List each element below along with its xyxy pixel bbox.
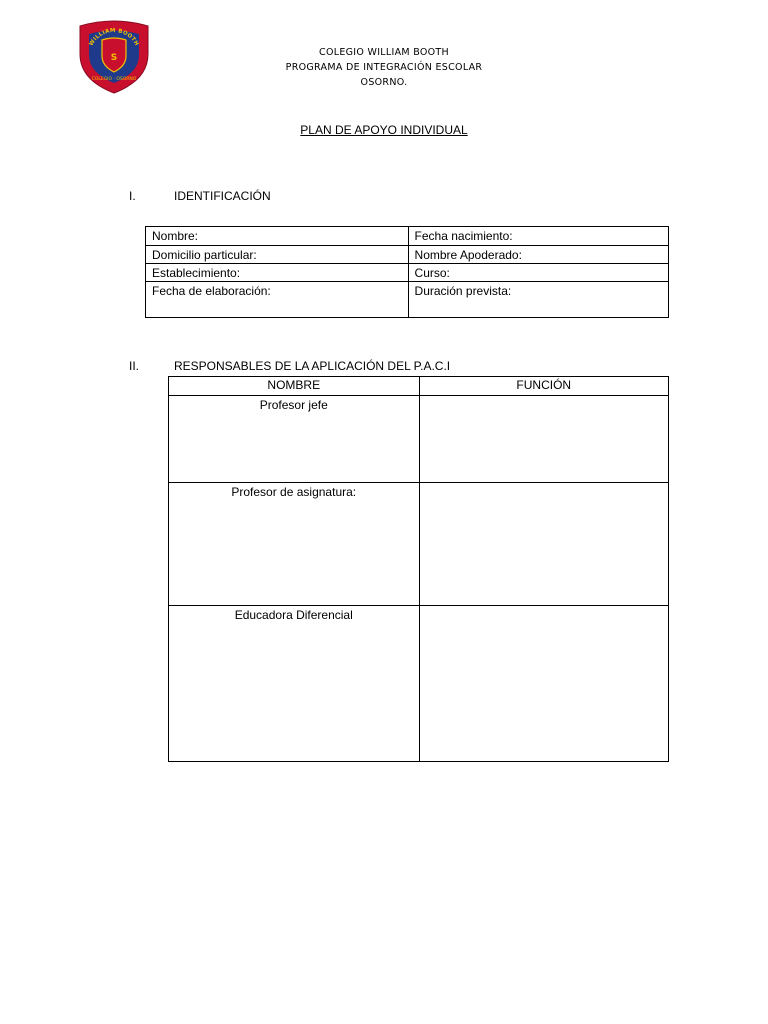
field-label-establecimiento: Establecimiento:	[146, 264, 409, 282]
table-row	[146, 227, 669, 246]
role-profesor-jefe: Profesor jefe	[169, 396, 420, 483]
field-label-duracion: Duración prevista:	[408, 282, 668, 318]
field-label-nombre: Nombre:	[146, 227, 409, 246]
field-label-domicilio: Domicilio particular:	[146, 246, 409, 264]
funcion-cell	[419, 483, 669, 606]
svg-text:S: S	[110, 53, 118, 63]
header-school-name: COLEGIO WILLIAM BOOTH	[319, 47, 449, 58]
column-header-funcion: FUNCIÓN	[419, 377, 669, 396]
document-title: PLAN DE APOYO INDIVIDUAL	[300, 123, 468, 137]
table-header-row	[169, 377, 669, 396]
column-header-nombre: NOMBRE	[169, 377, 420, 396]
section-1-heading: IDENTIFICACIÓN	[174, 189, 271, 203]
responsables-table	[168, 376, 669, 762]
role-educadora-diferencial: Educadora Diferencial	[169, 606, 420, 762]
svg-text:COLEGIO · OSORNO: COLEGIO · OSORNO	[91, 77, 137, 82]
identification-table	[145, 226, 669, 318]
field-label-fecha-nacimiento: Fecha nacimiento:	[408, 227, 668, 246]
funcion-cell	[419, 606, 669, 762]
section-1-number: I.	[129, 189, 136, 203]
table-row	[146, 282, 669, 318]
header-city: OSORNO.	[360, 77, 408, 88]
table-row	[169, 606, 669, 762]
field-label-apoderado: Nombre Apoderado:	[408, 246, 668, 264]
field-label-curso: Curso:	[408, 264, 668, 282]
field-label-fecha-elaboracion: Fecha de elaboración:	[146, 282, 409, 318]
header-program: PROGRAMA DE INTEGRACIÓN ESCOLAR	[285, 62, 483, 73]
svg-text:WILLIAM BOOTH: WILLIAM BOOTH	[88, 27, 140, 48]
funcion-cell	[419, 396, 669, 483]
table-row	[146, 264, 669, 282]
table-row	[169, 483, 669, 606]
table-row	[169, 396, 669, 483]
role-profesor-asignatura: Profesor de asignatura:	[169, 483, 420, 606]
section-2-heading: RESPONSABLES DE LA APLICACIÓN DEL P.A.C.I	[174, 359, 451, 373]
section-2-number: II.	[129, 359, 140, 373]
table-row	[146, 246, 669, 264]
